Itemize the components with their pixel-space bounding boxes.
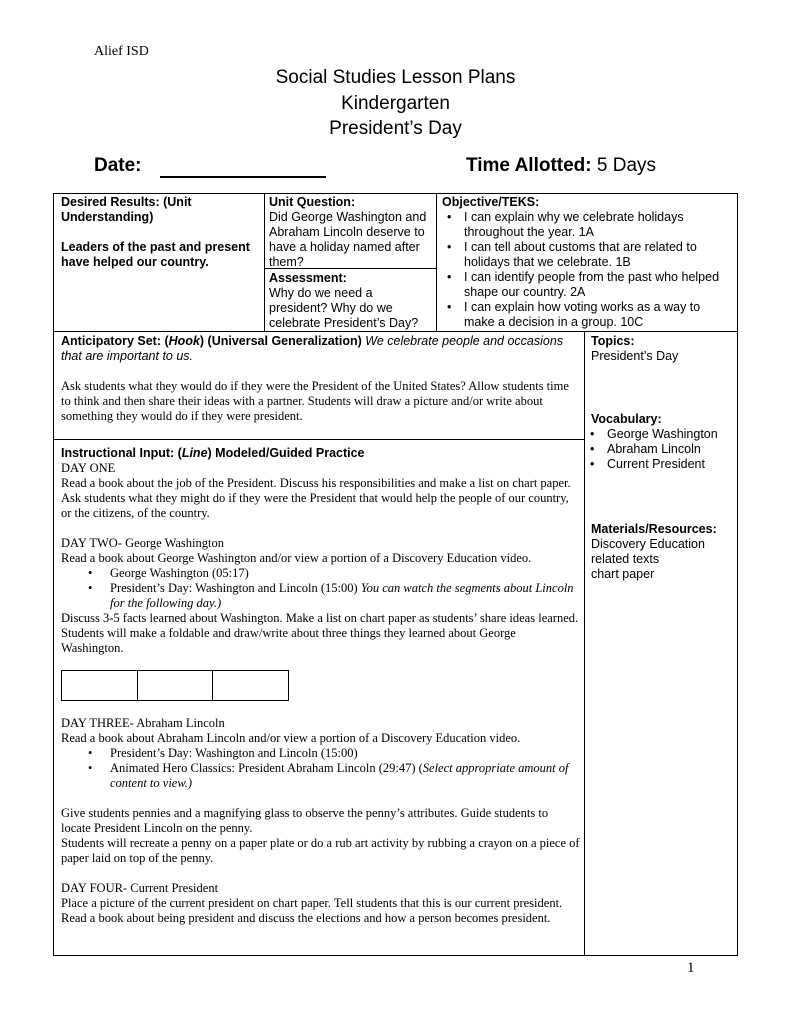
anticipatory-set xyxy=(61,334,581,424)
title-line-2: Kindergarten xyxy=(341,93,450,114)
anticipatory-heading-b: ) (Universal Generalization) xyxy=(199,334,362,348)
divider xyxy=(53,439,584,440)
district-name: Alief ISD xyxy=(94,44,149,59)
day3-bullet-1: • President’s Day: Washington and Lincoln (15:00) xyxy=(61,746,581,761)
desired-results-heading: Desired Results: (Unit Understanding) xyxy=(61,195,192,224)
instructional-heading-b: ) Modeled/Guided Practice xyxy=(207,446,365,460)
objectives-cell xyxy=(442,195,732,330)
day-three-section xyxy=(61,716,581,926)
fold-box xyxy=(213,671,288,700)
anticipatory-text: Ask students what they would do if they were the President of the United States? Allow students time to think and then share their ideas with a partner. Students will draw a picture and/or write about something they would do if they were president. xyxy=(61,379,569,423)
date-label: Date: xyxy=(94,155,142,176)
time-allotted xyxy=(466,155,656,177)
topics-heading: Topics: xyxy=(591,334,635,348)
anticipatory-heading-a: Anticipatory Set: ( xyxy=(61,334,169,348)
generalization-text: We celebrate people and occasions that are important to us. xyxy=(61,334,564,363)
objective-item: • I can explain how voting works as a way to make a decision in a group. 10C xyxy=(442,300,732,330)
material-item: related texts xyxy=(591,552,660,566)
day2-title: DAY TWO- George Washington xyxy=(61,536,224,550)
day1-title: DAY ONE xyxy=(61,461,116,475)
sidebar xyxy=(591,334,733,364)
day2-bullet-2 xyxy=(61,581,581,611)
instructional-input xyxy=(61,446,581,656)
day2-bullet-2-text: President’s Day: Washington and Lincoln (15:00) xyxy=(110,581,358,595)
topics-text: President’s Day xyxy=(591,349,679,363)
unit-question-cell xyxy=(269,195,429,270)
assessment-text: Why do we need a president? Why do we celebrate President’s Day? xyxy=(269,286,419,330)
desired-results-text: Leaders of the past and present have helped our country. xyxy=(61,240,250,269)
divider xyxy=(53,331,738,332)
title-line-1: Social Studies Lesson Plans xyxy=(275,67,516,88)
day1-text: Read a book about the job of the President. Discuss his responsibilities and make a list on chart paper. Ask students what they might do if they were the President that would help the people of our country, or the citizens, of the country. xyxy=(61,476,571,520)
day2-text3: Students will make a foldable and draw/write about three things they learned about George Washington. xyxy=(61,626,516,655)
day3-text: Read a book about Abraham Lincoln and/or view a portion of a Discovery Education video. xyxy=(61,731,521,745)
time-value: 5 Days xyxy=(596,155,657,176)
material-item: chart paper xyxy=(591,567,655,581)
divider xyxy=(584,331,585,956)
assessment-cell xyxy=(269,271,429,331)
objective-item: • I can tell about customs that are related to holidays that we celebrate. 1B xyxy=(442,240,732,270)
date-blank xyxy=(160,176,326,178)
day3-title: DAY THREE- Abraham Lincoln xyxy=(61,716,225,730)
day4-title: DAY FOUR- Current President xyxy=(61,881,219,895)
day4-text: Place a picture of the current president on chart paper. Tell students that this is our current president. Read a book about being president and discuss the elections and how a person becomes president. xyxy=(61,896,563,925)
objectives-heading: Objective/TEKS: xyxy=(442,195,540,209)
title-line-3: President’s Day xyxy=(329,118,462,139)
day3-bullet-2 xyxy=(61,761,581,791)
materials-heading: Materials/Resources: xyxy=(591,522,717,536)
vocab-item: • Abraham Lincoln xyxy=(585,442,733,457)
day2-bullet-1: • George Washington (05:17) xyxy=(61,566,581,581)
vocab-item: • Current President xyxy=(585,457,733,472)
vocabulary-section xyxy=(591,412,733,472)
vocab-item: • George Washington xyxy=(585,427,733,442)
day2-bullet-2-note: You can watch the segments about Lincoln for the following day.) xyxy=(110,581,574,610)
day2-text2: Discuss 3-5 facts learned about Washington. Make a list on chart paper as students’ share ideas learned. xyxy=(61,611,579,625)
foldable-boxes xyxy=(61,670,289,701)
day2-text: Read a book about George Washington and/or view a portion of a Discovery Education video. xyxy=(61,551,532,565)
day3-bullet-2-note: Select appropriate amount of content to view.) xyxy=(110,761,569,790)
time-label: Time Allotted: xyxy=(466,155,592,176)
day3-bullet-2-text: Animated Hero Classics: President Abraham Lincoln (29:47) ( xyxy=(110,761,423,775)
fold-box xyxy=(138,671,214,700)
unit-question-heading: Unit Question: xyxy=(269,195,356,209)
day3-text2: Give students pennies and a magnifying glass to observe the penny’s attributes. Guide students to locate President Lincoln on the penny. xyxy=(61,806,549,835)
divider xyxy=(436,193,437,331)
fold-box xyxy=(62,671,138,700)
instructional-heading-line: Line xyxy=(181,446,208,460)
assessment-heading: Assessment: xyxy=(269,271,347,285)
objective-item: • I can identify people from the past who helped shape our country. 2A xyxy=(442,270,732,300)
materials-section xyxy=(591,522,733,582)
desired-results-cell xyxy=(61,195,256,270)
material-item: Discovery Education xyxy=(591,537,705,551)
page-number: 1 xyxy=(687,960,695,976)
objective-item: • I can explain why we celebrate holidays throughout the year. 1A xyxy=(442,210,732,240)
day3-text3: Students will recreate a penny on a paper plate or do a rub art activity by rubbing a crayon on a piece of paper laid on top of the penny. xyxy=(61,836,580,865)
instructional-heading-a: Instructional Input: ( xyxy=(61,446,182,460)
unit-question-text: Did George Washington and Abraham Lincoln deserve to have a holiday named after them? xyxy=(269,210,427,269)
divider xyxy=(264,193,265,331)
anticipatory-heading-hook: Hook xyxy=(168,334,200,348)
vocabulary-heading: Vocabulary: xyxy=(591,412,662,426)
